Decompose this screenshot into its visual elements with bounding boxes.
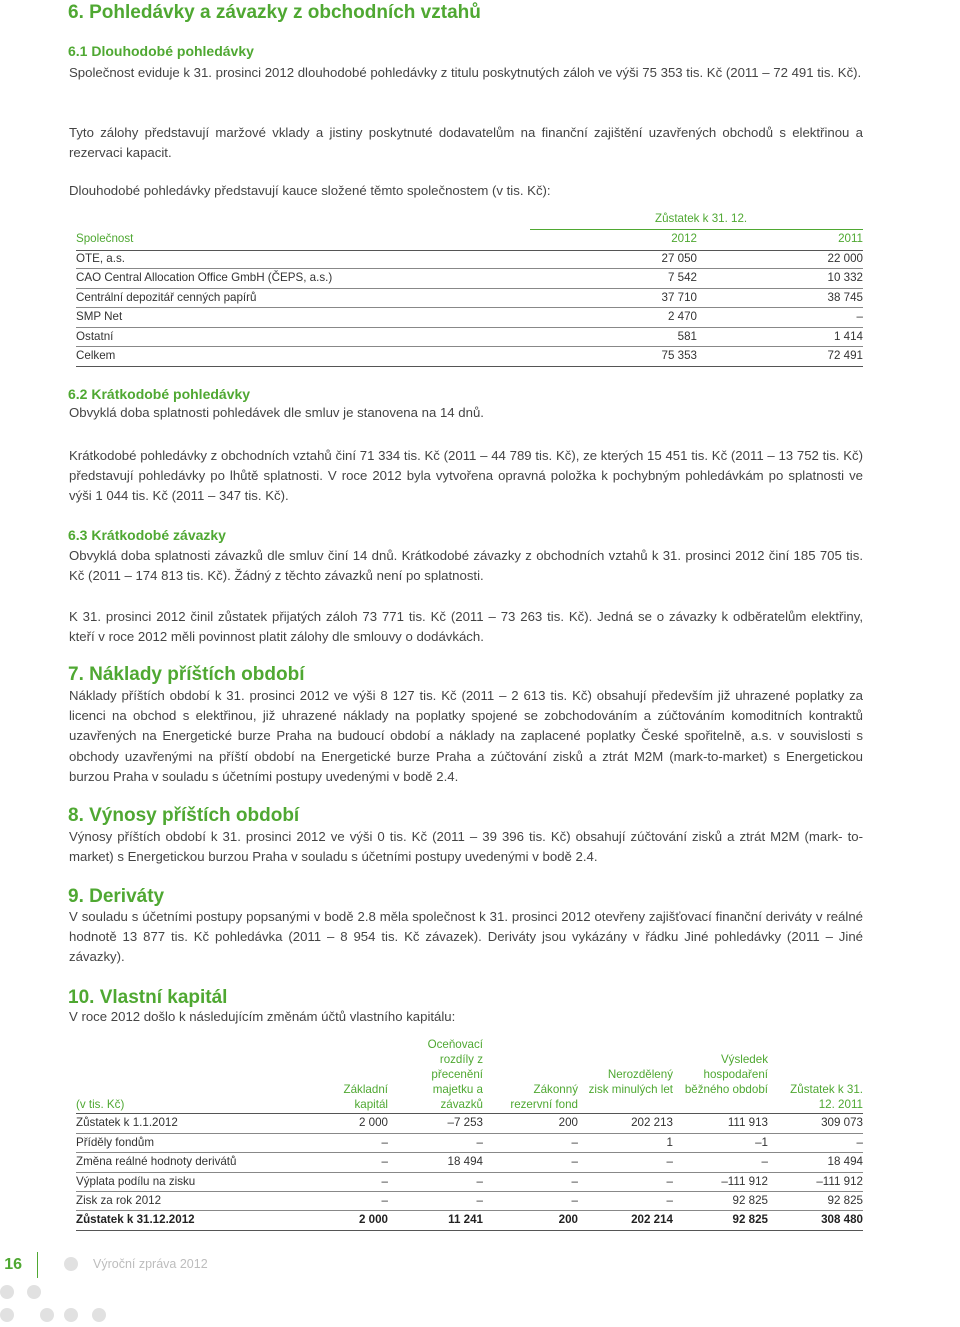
table-cell: Zůstatek k 31.12.2012	[76, 1213, 195, 1226]
table-cell: 27 050	[661, 252, 697, 265]
table-cell: CAO Central Allocation Office GmbH (ČEPS, a.s.)	[76, 271, 333, 284]
decorative-dot-icon	[0, 1285, 14, 1299]
table-cell: 1	[666, 1136, 673, 1149]
row-divider	[76, 1152, 863, 1153]
table-cell: 37 710	[661, 291, 697, 304]
section-10-para: V roce 2012 došlo k následujícím změnám účtů vlastního kapitálu:	[69, 1009, 456, 1024]
table1-col-2011: 2011	[838, 232, 863, 245]
table1-group-header: Zůstatek k 31. 12.	[655, 212, 748, 225]
table-cell: –1	[755, 1136, 768, 1149]
table-cell: 2 470	[667, 310, 697, 323]
table-cell: –	[666, 1175, 673, 1188]
section-6-2-para-2: Krátkodobé pohledávky z obchodních vztahů činí 71 334 tis. Kč (2011 – 44 789 tis. Kč), ze kterých 15 451 tis. Kč (2011 – 13 752 tis. Kč) představují pohledávky po lhůtě splatnosti. V roce 2012 byla vytvořena opravná položka k pochybným pohledávkám po splatnosti ve výši 1 044 tis. Kč (2011 – 347 tis. Kč).	[69, 448, 863, 504]
row-divider	[76, 307, 863, 308]
table-cell: 92 825	[732, 1213, 768, 1226]
table-cell: –	[856, 1136, 863, 1149]
table-cell: –	[476, 1194, 483, 1207]
report-title: Výroční zpráva 2012	[93, 1257, 208, 1271]
row-divider	[76, 1210, 863, 1211]
table-cell: 10 332	[827, 271, 863, 284]
table-cell: Centrální depozitář cenných papírů	[76, 291, 257, 304]
table-cell: –	[381, 1136, 388, 1149]
table-cell: 18 494	[827, 1155, 863, 1168]
table-cell: –	[666, 1194, 673, 1207]
decorative-dot-icon	[64, 1257, 78, 1271]
table1-col-2012: 2012	[671, 232, 697, 245]
table-cell: Celkem	[76, 349, 116, 362]
table-cell: 92 825	[827, 1194, 863, 1207]
section-8-title: 8. Výnosy příštích období	[68, 805, 300, 826]
row-divider	[76, 1191, 863, 1192]
table-cell: –	[476, 1136, 483, 1149]
table-cell: –	[856, 310, 863, 323]
table-cell: –7 253	[447, 1116, 483, 1129]
table-cell: 2 000	[358, 1213, 388, 1226]
table2-col-retained-earnings: Nerozdělený zisk minulých let	[588, 1068, 673, 1096]
decorative-dot-icon	[27, 1285, 41, 1299]
table-cell: 38 745	[827, 291, 863, 304]
table-cell: 581	[677, 330, 697, 343]
table2-col-current-result: Výsledek hospodaření běžného období	[684, 1053, 768, 1096]
table-cell: 309 073	[821, 1116, 863, 1129]
table-cell: –	[476, 1175, 483, 1188]
table-cell: Příděly fondům	[76, 1136, 154, 1149]
table-cell: 202 213	[631, 1116, 673, 1129]
table-cell: 7 542	[667, 271, 697, 284]
table-cell: –	[761, 1155, 768, 1168]
table1-col-company: Společnost	[76, 232, 134, 245]
table-cell: Výplata podílu na zisku	[76, 1175, 196, 1188]
table2-col-unit: (v tis. Kč)	[76, 1098, 125, 1111]
section-6-2-para-1: Obvyklá doba splatnosti pohledávek dle smluv je stanovena na 14 dnů.	[69, 405, 484, 420]
row-divider	[76, 327, 863, 328]
table-cell: 2 000	[358, 1116, 388, 1129]
section-6-3-para-1: Obvyklá doba splatnosti závazků dle smluv činí 14 dnů. Krátkodobé závazky z obchodních vztahů k 31. prosinci 2012 činí 185 705 tis. Kč (2011 – 174 813 tis. Kč). Žádný z těchto závazků není po splatnosti.	[69, 548, 863, 584]
table-cell: 92 825	[732, 1194, 768, 1207]
table-cell: 1 414	[833, 330, 863, 343]
section-6-1-para-3: Dlouhodobé pohledávky představují kauce složené těmto společnostem (v tis. Kč):	[69, 183, 551, 198]
table-cell: 75 353	[661, 349, 697, 362]
row-divider	[76, 346, 863, 347]
table-cell: 202 214	[631, 1213, 673, 1226]
table2-col-revaluation: Oceňovací rozdíly z přecenění majetku a závazků	[427, 1038, 483, 1111]
table-cell: 200	[558, 1213, 578, 1226]
table-cell: Zůstatek k 1.1.2012	[76, 1116, 178, 1129]
table2-col-balance: Zůstatek k 31. 12. 2011	[790, 1083, 863, 1111]
section-7-title: 7. Náklady příštích období	[68, 664, 305, 685]
section-6-3-para-2: K 31. prosinci 2012 činil zůstatek přijatých záloh 73 771 tis. Kč (2011 – 73 263 tis. Kč). Jedná se o závazky k odběratelům elektřiny, kteří v roce 2012 měli povinnost platit zálohy dle smlouvy o dodávkách.	[69, 609, 863, 645]
table-cell: –	[666, 1155, 673, 1168]
table-cell: 11 241	[448, 1213, 483, 1226]
page-number: 16	[4, 1256, 22, 1273]
table-cell: 111 913	[727, 1116, 768, 1129]
table-cell: SMP Net	[76, 310, 123, 323]
section-9-para: V souladu s účetními postupy popsanými v bodě 2.8 měla společnost k 31. prosinci 2012 otevřeny zajišťovací finanční deriváty v reálné hodnotě 13 877 tis. Kč pohledávka (2011 – 8 954 tis. Kč závazek). Deriváty jsou vykázány v řádku Jiné pohledávky (2011 – Jiné závazky).	[69, 909, 863, 965]
decorative-dot-icon	[40, 1308, 54, 1322]
table-cell: –	[571, 1136, 578, 1149]
table-cell: –111 912	[816, 1175, 863, 1188]
table-cell: Ostatní	[76, 330, 114, 343]
section-6-3-title: 6.3 Krátkodobé závazky	[68, 527, 226, 543]
table2-bottom-line	[76, 1230, 863, 1231]
row-divider	[76, 1172, 863, 1173]
row-divider	[76, 268, 863, 269]
table-cell: –	[381, 1194, 388, 1207]
table-cell: –	[571, 1194, 578, 1207]
row-divider	[76, 288, 863, 289]
table-cell: 18 494	[447, 1155, 483, 1168]
table-cell: –	[381, 1175, 388, 1188]
section-6-1-para-1: Společnost eviduje k 31. prosinci 2012 dlouhodobé pohledávky z titulu poskytnutých záloh ve výši 75 353 tis. Kč (2011 – 72 491 tis. Kč).	[69, 65, 862, 80]
table-cell: 308 480	[821, 1213, 863, 1226]
table-cell: 72 491	[827, 349, 863, 362]
decorative-dot-icon	[64, 1308, 78, 1322]
table-cell: 200	[558, 1116, 578, 1129]
table-cell: 22 000	[827, 252, 863, 265]
table-cell: Změna reálné hodnoty derivátů	[76, 1155, 237, 1168]
table2-col-reserve-fund: Zákonný rezervní fond	[510, 1083, 578, 1111]
decorative-dot-icon	[0, 1308, 14, 1322]
section-8-para: Výnosy příštích období k 31. prosinci 2012 ve výši 0 tis. Kč (2011 – 39 396 tis. Kč) obsahují zúčtování zisků a ztrát M2M (mark- to-market) s Energetickou burzou Praha v souladu s účetními postupy uvedenými v bodě 2.4.	[69, 829, 863, 865]
section-6-1-para-2: Tyto zálohy představují maržové vklady a jistiny poskytnuté dodavatelům na finanční zajištění uzavřených obchodů s elektřinou a rezervaci kapacit.	[69, 125, 863, 161]
table-cell: –	[381, 1155, 388, 1168]
table1-header-line	[76, 250, 863, 251]
section-9-title: 9. Deriváty	[68, 886, 165, 907]
table1-group-underline	[530, 229, 863, 230]
table-cell: OTE, a.s.	[76, 252, 125, 265]
decorative-dot-icon	[92, 1308, 106, 1322]
table-cell: –	[571, 1155, 578, 1168]
table-cell: Zisk za rok 2012	[76, 1194, 162, 1207]
section-7-para: Náklady příštích období k 31. prosinci 2012 ve výši 8 127 tis. Kč (2011 – 2 613 tis. Kč) obsahují především již uhrazené poplatky za licenci na obchod s elektřinou, již uhrazené náklady na poplatky spojené se zobchodováním a zúčtováním komoditních kontraktů uzavřených na Energetické burze Praha na budoucí období a náklady na zaplacené poplatky České spořitelně, a.s. v souvislosti s obchody uzavřenými na příští období na Energetické burze Praha a zúčtování zisků a ztrát M2M (mark-to-market) s Energetickou burzou Praha v souladu s účetními postupy uvedenými v bodě 2.4.	[69, 688, 863, 784]
section-6-1-title: 6.1 Dlouhodobé pohledávky	[68, 43, 254, 59]
table-cell: –111 912	[721, 1175, 768, 1188]
table1-bottom-line	[76, 366, 863, 367]
row-divider	[76, 1133, 863, 1134]
table2-header-line	[76, 1113, 863, 1114]
section-6-title: 6. Pohledávky a závazky z obchodních vztahů	[68, 2, 481, 23]
table2-col-basic-capital: Základní kapitál	[343, 1083, 388, 1111]
section-6-2-title: 6.2 Krátkodobé pohledávky	[68, 386, 251, 402]
section-10-title: 10. Vlastní kapitál	[68, 987, 228, 1008]
table-cell: –	[571, 1175, 578, 1188]
footer-divider	[37, 1252, 38, 1278]
